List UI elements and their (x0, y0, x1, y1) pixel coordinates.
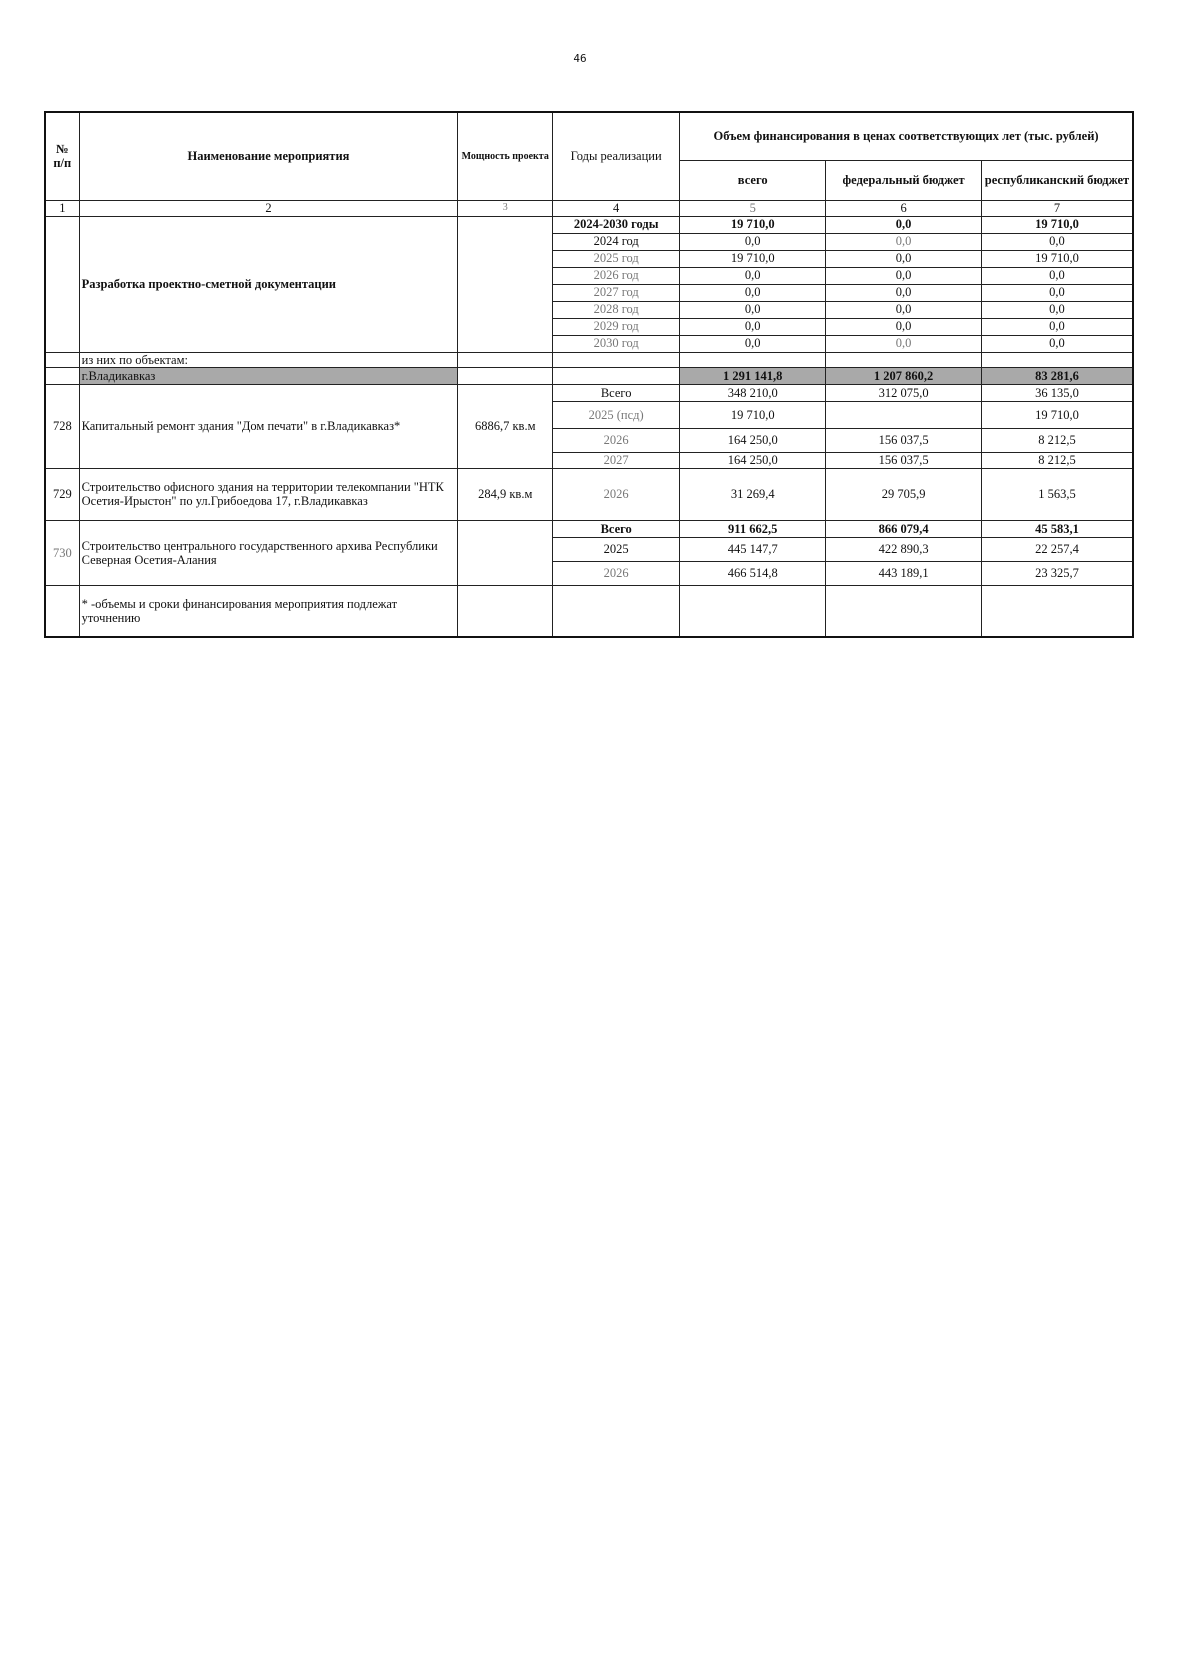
federal-cell: 866 079,4 (826, 520, 982, 537)
col-number: 2 (79, 200, 458, 216)
republic-cell: 19 710,0 (981, 216, 1133, 233)
city-republic: 83 281,6 (981, 367, 1133, 384)
city-total: 1 291 141,8 (680, 367, 826, 384)
financing-table (44, 111, 1134, 638)
empty-cell (981, 352, 1133, 367)
city-subtotal-row (45, 367, 1133, 384)
table-row (45, 352, 1133, 367)
total-cell: 19 710,0 (680, 401, 826, 428)
item-728-name: Капитальный ремонт здания "Дом печати" в г.Владикавказ* (79, 384, 458, 468)
federal-cell (826, 401, 982, 428)
total-cell: 466 514,8 (680, 561, 826, 585)
year-cell: 2026 (553, 428, 680, 452)
federal-cell: 443 189,1 (826, 561, 982, 585)
federal-cell: 156 037,5 (826, 428, 982, 452)
empty-cell (458, 367, 553, 384)
item-730-name: Строительство центрального государственного архива Республики Северная Осетия-Алания (79, 520, 458, 585)
table-row (45, 468, 1133, 520)
year-cell: 2029 год (553, 318, 680, 335)
republic-cell: 0,0 (981, 301, 1133, 318)
federal-cell: 0,0 (826, 335, 982, 352)
empty-cell (826, 585, 982, 637)
republic-cell: 8 212,5 (981, 428, 1133, 452)
city-name: г.Владикавказ (79, 367, 458, 384)
header-federal: федеральный бюджет (826, 160, 982, 200)
item-729-num: 729 (45, 468, 79, 520)
col-number: 6 (826, 200, 982, 216)
republic-cell: 0,0 (981, 233, 1133, 250)
federal-cell: 29 705,9 (826, 468, 982, 520)
year-cell: Всего (553, 520, 680, 537)
year-cell: Всего (553, 384, 680, 401)
table-row (45, 384, 1133, 401)
republic-cell: 23 325,7 (981, 561, 1133, 585)
header-financing: Объем финансирования в ценах соответствующих лет (тыс. рублей) (680, 112, 1133, 160)
col-number: 3 (458, 200, 553, 216)
year-cell: 2024 год (553, 233, 680, 250)
item-730-num: 730 (45, 520, 79, 585)
empty-cell (826, 352, 982, 367)
year-cell: 2028 год (553, 301, 680, 318)
empty-cell (458, 352, 553, 367)
footnote-row (45, 585, 1133, 637)
table-row (45, 520, 1133, 537)
empty-cell (458, 585, 553, 637)
empty-cell (45, 352, 79, 367)
empty-cell (981, 585, 1133, 637)
design-docs-name: Разработка проектно-сметной документации (79, 216, 458, 352)
item-728-num: 728 (45, 384, 79, 468)
year-cell: 2027 год (553, 284, 680, 301)
empty-cell (553, 352, 680, 367)
federal-cell: 312 075,0 (826, 384, 982, 401)
total-cell: 0,0 (680, 284, 826, 301)
total-cell: 0,0 (680, 267, 826, 284)
empty-cell (45, 367, 79, 384)
federal-cell: 0,0 (826, 301, 982, 318)
total-cell: 0,0 (680, 233, 826, 250)
city-federal: 1 207 860,2 (826, 367, 982, 384)
header-total: всего (680, 160, 826, 200)
total-cell: 0,0 (680, 318, 826, 335)
empty-cell (680, 352, 826, 367)
republic-cell: 0,0 (981, 267, 1133, 284)
federal-cell: 0,0 (826, 216, 982, 233)
year-cell: 2026 (553, 561, 680, 585)
of-them-label: из них по объектам: (79, 352, 458, 367)
republic-cell: 22 257,4 (981, 537, 1133, 561)
year-cell: 2030 год (553, 335, 680, 352)
federal-cell: 0,0 (826, 284, 982, 301)
total-cell: 164 250,0 (680, 452, 826, 468)
year-cell: 2025 (псд) (553, 401, 680, 428)
year-cell: 2025 год (553, 250, 680, 267)
federal-cell: 0,0 (826, 318, 982, 335)
total-cell: 0,0 (680, 335, 826, 352)
total-cell: 19 710,0 (680, 250, 826, 267)
header-num: № п/п (45, 112, 79, 200)
republic-cell: 36 135,0 (981, 384, 1133, 401)
total-cell: 31 269,4 (680, 468, 826, 520)
page-number: 46 (573, 52, 587, 65)
republic-cell: 19 710,0 (981, 250, 1133, 267)
header-republic: республиканский бюджет (981, 160, 1133, 200)
federal-cell: 422 890,3 (826, 537, 982, 561)
federal-cell: 0,0 (826, 233, 982, 250)
empty-cell (680, 585, 826, 637)
republic-cell: 0,0 (981, 318, 1133, 335)
header-name: Наименование мероприятия (79, 112, 458, 200)
federal-cell: 156 037,5 (826, 452, 982, 468)
year-cell: 2026 год (553, 267, 680, 284)
empty-cell (553, 585, 680, 637)
col-number: 4 (553, 200, 680, 216)
header-years: Годы реализации (553, 112, 680, 200)
total-cell: 0,0 (680, 301, 826, 318)
republic-cell: 0,0 (981, 284, 1133, 301)
republic-cell: 8 212,5 (981, 452, 1133, 468)
design-docs-num (45, 216, 79, 352)
year-cell: 2024-2030 годы (553, 216, 680, 233)
item-729-name: Строительство офисного здания на территории телекомпании "НТК Осетия-Ирыстон" по ул.Грибоедова 17, г.Владикавказ (79, 468, 458, 520)
item-729-capacity: 284,9 кв.м (458, 468, 553, 520)
col-number: 1 (45, 200, 79, 216)
federal-cell: 0,0 (826, 267, 982, 284)
federal-cell: 0,0 (826, 250, 982, 267)
year-cell: 2026 (553, 468, 680, 520)
republic-cell: 19 710,0 (981, 401, 1133, 428)
header-capacity: Мощность проекта (458, 112, 553, 200)
col-number: 5 (680, 200, 826, 216)
republic-cell: 0,0 (981, 335, 1133, 352)
footnote: * -объемы и сроки финансирования мероприятия подлежат уточнению (79, 585, 458, 637)
item-728-capacity: 6886,7 кв.м (458, 384, 553, 468)
year-cell: 2027 (553, 452, 680, 468)
total-cell: 19 710,0 (680, 216, 826, 233)
total-cell: 445 147,7 (680, 537, 826, 561)
item-730-capacity (458, 520, 553, 585)
table-row (45, 216, 1133, 233)
design-docs-capacity (458, 216, 553, 352)
empty-cell (45, 585, 79, 637)
col-number: 7 (981, 200, 1133, 216)
empty-cell (553, 367, 680, 384)
total-cell: 911 662,5 (680, 520, 826, 537)
republic-cell: 45 583,1 (981, 520, 1133, 537)
year-cell: 2025 (553, 537, 680, 561)
total-cell: 164 250,0 (680, 428, 826, 452)
total-cell: 348 210,0 (680, 384, 826, 401)
republic-cell: 1 563,5 (981, 468, 1133, 520)
